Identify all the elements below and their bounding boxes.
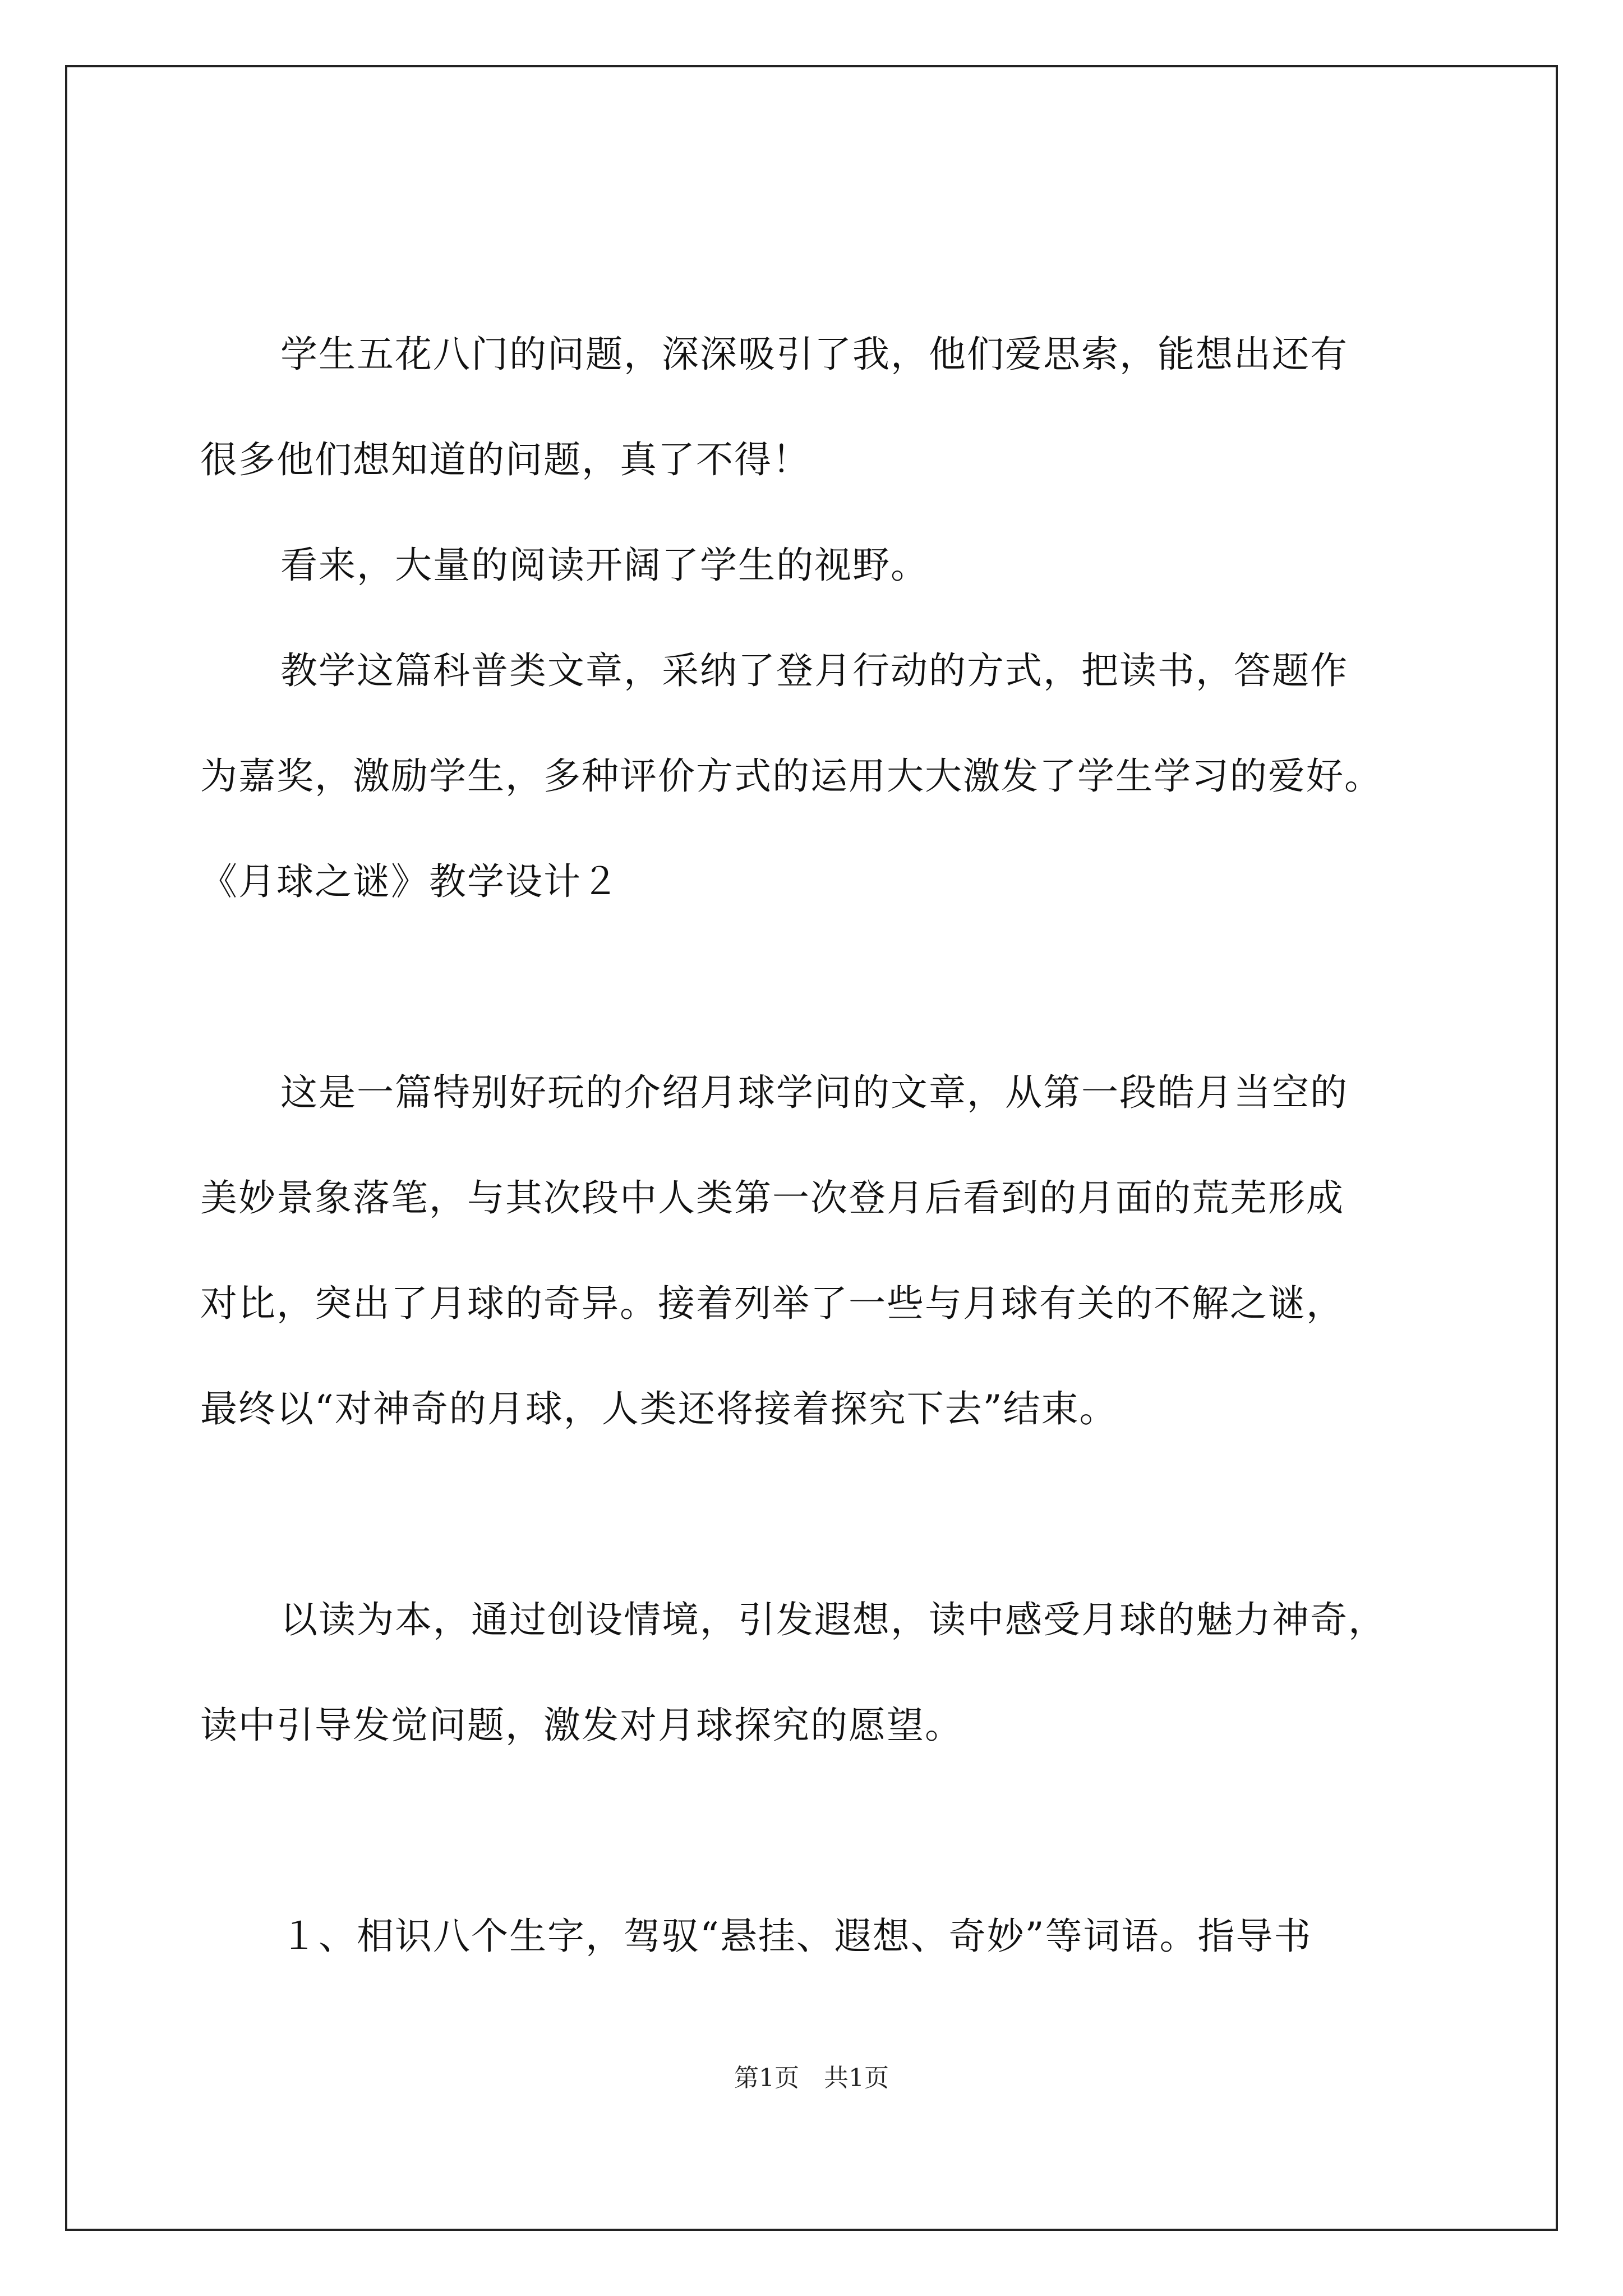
page-border [65, 65, 1558, 2231]
paragraph-1-line-1: 学生五花八门的问题，深深吸引了我，他们爱思索，能想出还有 [280, 333, 1348, 376]
paragraph-4-line-3: 对比，突出了月球的奇异。接着列举了一些与月球有关的不解之谜， [200, 1282, 1344, 1325]
page-footer: 第1页 共1页 [734, 2064, 889, 2092]
section-heading: 《月球之谜》教学设计２ [200, 860, 620, 903]
paragraph-4-line-2: 美妙景象落笔，与其次段中人类第一次登月后看到的月面的荒芜形成 [200, 1176, 1344, 1220]
paragraph-4-line-1: 这是一篇特别好玩的介绍月球学问的文章，从第一段皓月当空的 [280, 1071, 1348, 1114]
paragraph-2-line-1: 看来，大量的阅读开阔了学生的视野。 [280, 544, 929, 587]
paragraph-5-line-2: 读中引导发觉问题，激发对月球探究的愿望。 [200, 1704, 963, 1747]
paragraph-3-line-1: 教学这篇科普类文章，采纳了登月行动的方式，把读书，答题作 [280, 649, 1348, 692]
paragraph-3-line-2: 为嘉奖，激励学生，多种评价方式的运用大大激发了学生学习的爱好。 [200, 754, 1382, 798]
paragraph-5-line-1: 以读为本，通过创设情境，引发遐想，读中感受月球的魅力神奇， [280, 1598, 1386, 1641]
paragraph-6-line-1: １、相识八个生字，驾驭“悬挂、遐想、奇妙”等词语。指导书 [280, 1915, 1312, 1958]
paragraph-4-line-4: 最终以“对神奇的月球，人类还将接着探究下去”结束。 [200, 1387, 1118, 1430]
paragraph-1-line-2: 很多他们想知道的问题，真了不得！ [200, 438, 810, 481]
